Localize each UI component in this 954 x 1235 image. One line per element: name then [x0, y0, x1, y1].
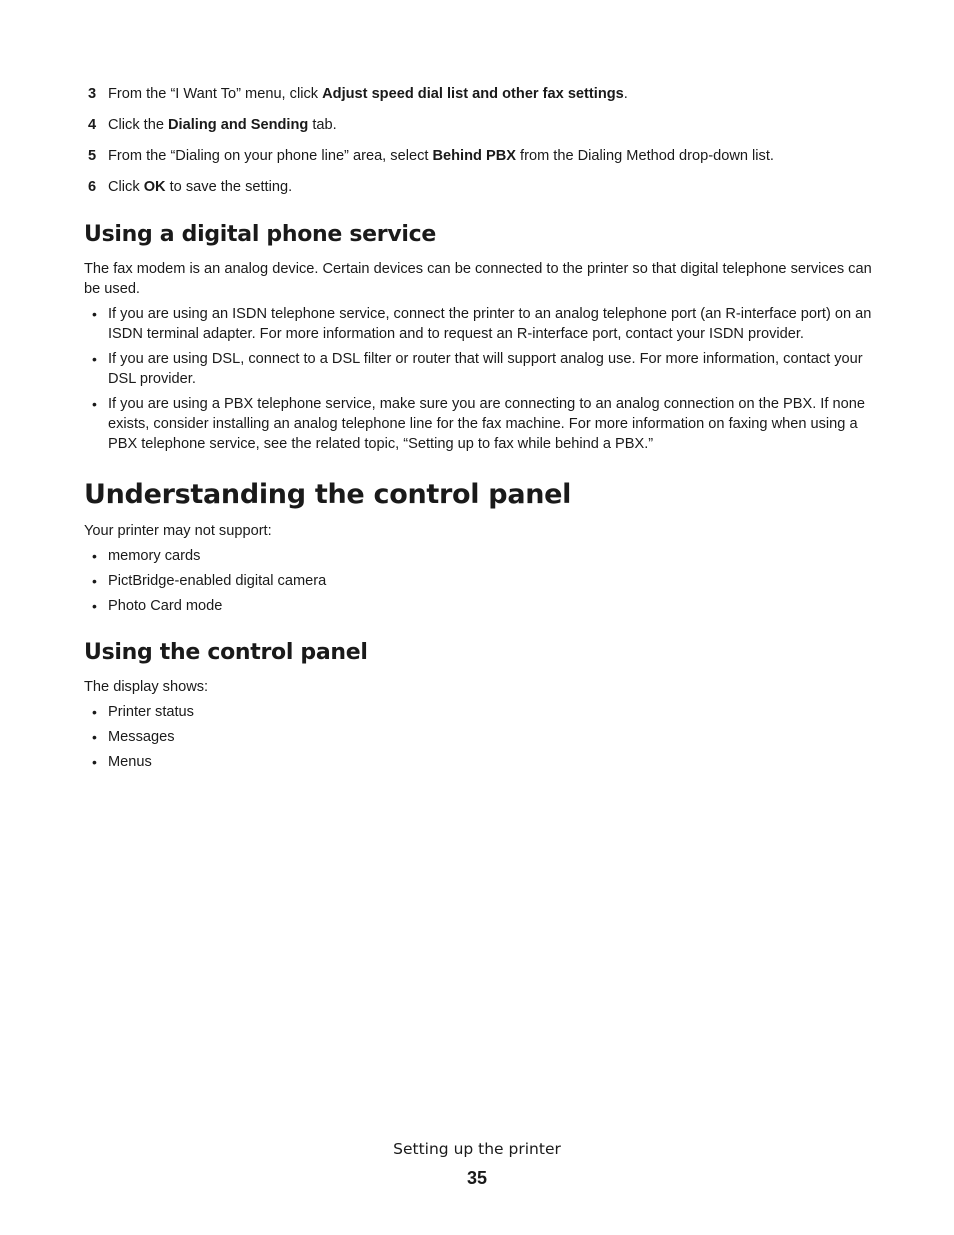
step-text-end: to save the setting. — [165, 179, 293, 195]
control-panel-bullets — [84, 546, 874, 621]
list-item-text: memory cards — [108, 548, 201, 564]
bullet-icon: • — [92, 396, 97, 412]
list-item — [84, 349, 874, 389]
bullet-icon: • — [92, 351, 97, 367]
step-bold-text: Behind PBX — [432, 148, 516, 164]
step-number: 4 — [88, 117, 97, 133]
list-item-text: Messages — [108, 729, 175, 745]
list-item — [84, 752, 874, 772]
control-panel-intro: Your printer may not support: — [84, 523, 272, 539]
step-text: From the “I Want To” menu, click — [108, 86, 323, 102]
procedure-steps — [84, 84, 874, 208]
list-item-text: If you are using an ISDN telephone service, connect the printer to an analog telephone port (an R-interface port) on an ISDN terminal adapter. For more information and to request an R-interface port, contact your ISDN provider. — [108, 306, 872, 342]
step-text: Click — [108, 179, 144, 195]
list-item — [84, 727, 874, 747]
bullet-icon: • — [92, 548, 97, 564]
list-item-text: If you are using a PBX telephone service, make sure you are connecting to an analog connection on the PBX. If none exists, consider installing an analog telephone line for the fax machine. For more information on faxing when using a PBX telephone service, see the related topic, “Setting up to fax while behind a PBX.” — [108, 396, 865, 452]
bullet-icon: • — [92, 729, 97, 745]
document-page — [84, 0, 874, 1235]
list-item-text: If you are using DSL, connect to a DSL filter or router that will support analog use. For more information, contact your DSL provider. — [108, 351, 863, 387]
using-panel-bullets — [84, 702, 874, 777]
list-item — [84, 394, 874, 454]
step-number: 6 — [88, 179, 97, 195]
bullet-icon: • — [92, 754, 97, 770]
step-number: 5 — [88, 148, 97, 164]
list-item — [84, 546, 874, 566]
list-item — [84, 571, 874, 591]
list-item-text: Menus — [108, 754, 152, 770]
list-item — [84, 304, 874, 344]
step-text-end: from the Dialing Method drop-down list. — [515, 148, 774, 164]
digital-phone-bullets — [84, 304, 874, 459]
step-item — [84, 84, 874, 104]
bullet-icon: • — [92, 598, 97, 614]
step-bold-text: Dialing and Sending — [168, 117, 309, 133]
step-item — [84, 146, 874, 166]
step-item — [84, 115, 874, 135]
list-item-text: Photo Card mode — [108, 598, 223, 614]
using-panel-intro: The display shows: — [84, 679, 209, 695]
list-item-text: PictBridge-enabled digital camera — [108, 573, 327, 589]
bullet-icon: • — [92, 306, 97, 322]
step-text-end: . — [623, 86, 628, 102]
step-bold-text: OK — [143, 179, 166, 195]
list-item-text: Printer status — [108, 704, 194, 720]
bullet-icon: • — [92, 704, 97, 720]
footer-section-title: Setting up the printer — [393, 1140, 561, 1158]
step-bold-text: Adjust speed dial list and other fax settings — [322, 86, 624, 102]
list-item — [84, 596, 874, 616]
bullet-icon: • — [92, 573, 97, 589]
digital-phone-heading: Using a digital phone service — [84, 222, 436, 247]
step-text-end: tab. — [308, 117, 337, 133]
step-text: From the “Dialing on your phone line” area, select — [108, 148, 433, 164]
page-number: 35 — [466, 1168, 488, 1188]
control-panel-heading: Understanding the control panel — [84, 479, 572, 510]
step-number: 3 — [88, 86, 97, 102]
digital-phone-intro: The fax modem is an analog device. Certain devices can be connected to the printer so that digital telephone services can be used. — [84, 261, 872, 297]
step-text: Click the — [108, 117, 169, 133]
list-item — [84, 702, 874, 722]
using-panel-heading: Using the control panel — [84, 640, 368, 665]
step-item — [84, 177, 874, 197]
